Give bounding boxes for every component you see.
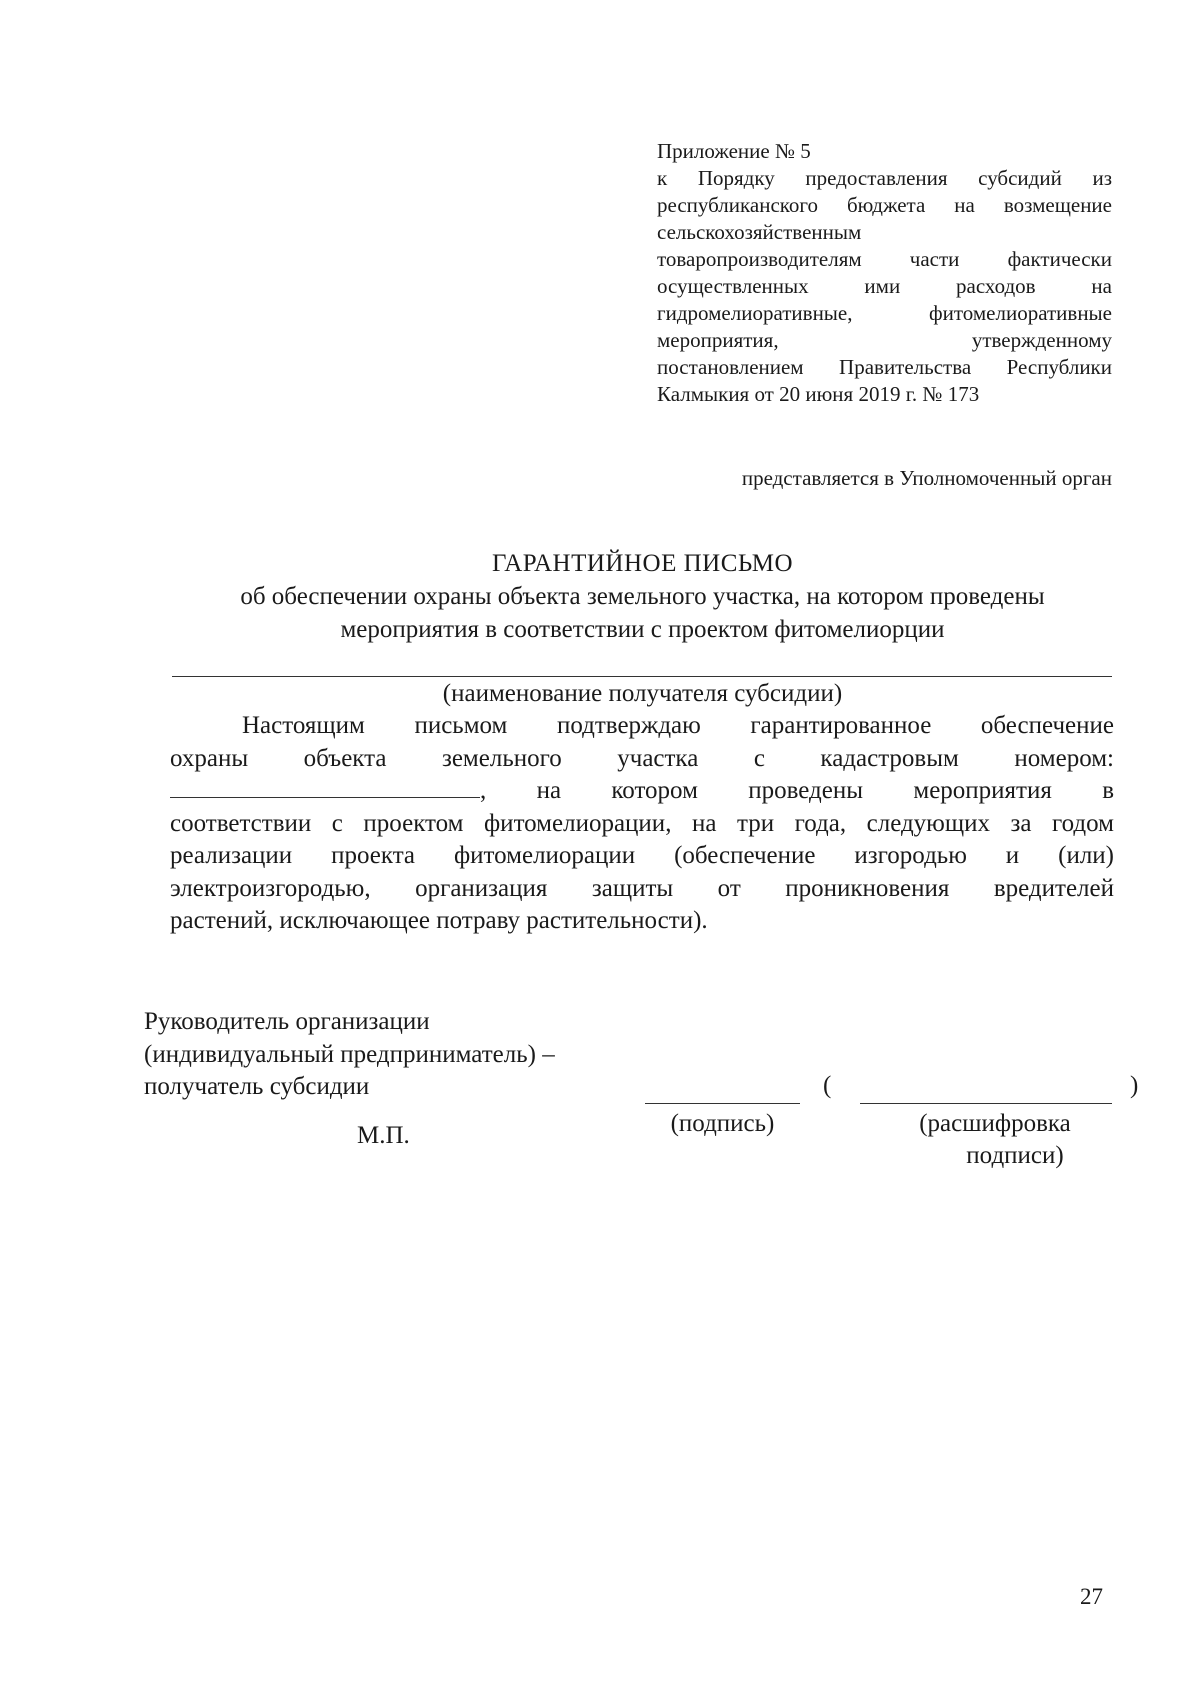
appendix-line: гидромелиоративные, фитомелиоративные: [657, 301, 1112, 325]
decode-caption-line: подписи): [966, 1142, 1064, 1169]
document-subtitle-line: об обеспечении охраны объекта земельного участка, на котором проведены: [240, 583, 1045, 610]
body-line-cadastral: [170, 775, 1114, 808]
close-paren: ): [1130, 1072, 1139, 1099]
signature-line: [645, 1102, 800, 1104]
appendix-block: [657, 138, 1112, 408]
body-line: электроизгородью, организация защиты от проникновения вредителей: [170, 874, 1114, 902]
signature-decode-line: [860, 1102, 1112, 1104]
signatory-line: получатель субсидии: [144, 1073, 370, 1100]
appendix-number: Приложение № 5: [657, 139, 811, 163]
body-line: Настоящим письмом подтверждаю гарантированное обеспечение: [242, 712, 1114, 739]
open-paren: (: [823, 1072, 832, 1099]
appendix-line: Калмыкия от 20 июня 2019 г. № 173: [657, 382, 980, 406]
page-number: 27: [1080, 1584, 1103, 1609]
document-title: ГАРАНТИЙНОЕ ПИСЬМО: [491, 550, 794, 577]
appendix-line: сельскохозяйственным: [657, 220, 862, 244]
submitted-to: представляется в Уполномоченный орган: [741, 466, 1112, 490]
body-line: соответствии с проектом фитомелиорации, на три года, следующих за годом: [170, 809, 1114, 837]
cadastral-number-blank: [170, 775, 480, 798]
signatory-line: Руководитель организации: [144, 1008, 430, 1035]
signatory-block: [144, 1006, 555, 1104]
signatory-line: (индивидуальный предприниматель) –: [144, 1040, 555, 1068]
body-line: растений, исключающее потраву растительности).: [170, 907, 708, 934]
decode-caption-line: (расшифровка: [919, 1110, 1071, 1137]
body-line: охраны объекта земельного участка с кадастровым номером:: [170, 744, 1114, 772]
blank-comma: ,: [480, 777, 487, 804]
signature-caption: (подпись): [670, 1110, 775, 1137]
body-line-rest: на котором проведены мероприятия в: [536, 777, 1114, 804]
appendix-line: мероприятия, утвержденному: [657, 328, 1112, 352]
appendix-line: постановлением Правительства Республики: [657, 355, 1112, 379]
appendix-line: республиканского бюджета на возмещение: [657, 193, 1112, 217]
appendix-line: к Порядку предоставления субсидий из: [657, 166, 1112, 190]
letter-body: [170, 710, 1114, 938]
document-title-block: [150, 547, 1135, 646]
document-subtitle-line: мероприятия в соответствии с проектом фитомелиорции: [340, 616, 945, 643]
appendix-line: осуществленных ими расходов на: [657, 274, 1112, 298]
recipient-caption: (наименование получателя субсидии): [442, 680, 843, 707]
recipient-name-line: [172, 676, 1112, 677]
decode-caption: [880, 1108, 1110, 1172]
stamp-place: М.П.: [357, 1122, 410, 1149]
body-line: реализации проекта фитомелиорации (обеспечение изгородью и (или): [170, 842, 1114, 869]
appendix-line: товаропроизводителям части фактически: [657, 247, 1112, 271]
